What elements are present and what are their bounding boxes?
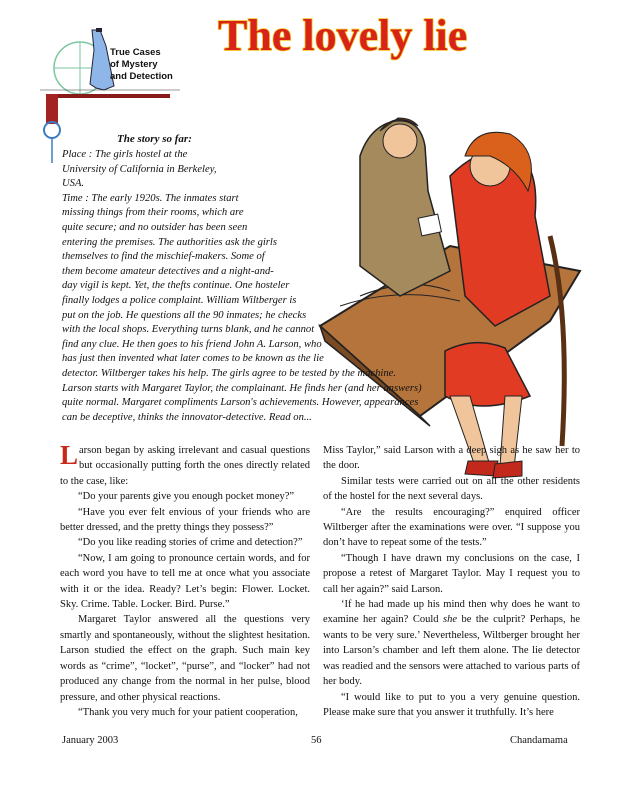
synopsis-line: put on the job. He questions all the 90 inmates; he checks bbox=[62, 309, 307, 321]
synopsis-line: USA. bbox=[62, 178, 85, 190]
synopsis-line: can be deceptive, thinks the innovator-detective. Read on... bbox=[62, 411, 312, 423]
synopsis-line: Larson starts with Margaret Taylor, the complainant. He finds her (and her answers) bbox=[62, 382, 422, 394]
paragraph: Margaret Taylor answered all the questions very smartly and spontaneously, without the slightest hesitation. Larson studied the effect on the graph. Such main key words as “crime”, “locket”, “purse”, and “locker” had not produced any change from the normal in her pulse, blood pressure, and other physical reactions. bbox=[60, 614, 310, 703]
column-right bbox=[323, 443, 580, 720]
paragraph: “Now, I am going to pronounce certain words, and for each word you have to tell me at once what you associate with it or the idea. Ready? Let’s begin: Flower. Locket. Sky. Crime. Table. Locker. Bird. Purse.” bbox=[60, 552, 310, 611]
synopsis-line: them become amateur detectives and a night-and- bbox=[62, 265, 274, 277]
synopsis-line: find any clue. He then goes to his friend John A. Larson, who bbox=[62, 338, 322, 350]
emphasis: she bbox=[442, 614, 457, 626]
synopsis-line: themselves to find the mischief-makers. Some of bbox=[62, 251, 265, 263]
synopsis-line: missing things from their rooms, which are bbox=[62, 207, 244, 219]
synopsis-line: entering the premises. The authorities ask the girls bbox=[62, 236, 277, 248]
paragraph: arson began by asking irrelevant and casual questions but occasionally putting forth the ones directly related to the case, like: bbox=[60, 445, 310, 487]
paragraph: “Have you ever felt envious of your friends who are better dressed, and the pretty things they possess?” bbox=[60, 506, 310, 534]
text-run: be the culprit? Perhaps, he wants to be very sure.’ Nevertheless, Wiltberger brought her into Larson’s chamber and left them alone. The lie detector was readied and the sensors were attached to various parts of her body. bbox=[323, 614, 580, 688]
synopsis-line: Place : The girls hostel at the bbox=[62, 149, 188, 160]
synopsis-line: quite normal. Margaret compliments Larson's achievements. However, appearances bbox=[62, 397, 419, 409]
text-run: ‘If he had made up his mind then why does he want to examine her again? Could bbox=[323, 599, 580, 626]
synopsis-line: quite secure; and no outsider has been seen bbox=[62, 222, 248, 233]
synopsis-line: has just then invented what later comes to be known as the lie bbox=[62, 353, 324, 365]
paragraph: “Do your parents give you enough pocket money?” bbox=[78, 491, 295, 503]
paragraph: “Though I have drawn my conclusions on the case, I propose a retest of Margaret Taylor. May I request you to call her again?” said Larson. bbox=[323, 552, 580, 595]
paragraph: “I would like to put to you a very genuine question. Please make sure that you answer it truthfully. It’s here bbox=[323, 691, 580, 718]
magazine-name: Chandamama bbox=[510, 735, 568, 746]
paragraph: “Thank you very much for your patient cooperation, bbox=[78, 706, 298, 718]
series-label bbox=[110, 47, 200, 83]
synopsis-line: Time : The early 1920s. The inmates start bbox=[62, 192, 239, 204]
drop-cap: L bbox=[60, 440, 79, 470]
synopsis-line: with the local shops. Everything turns blank, and he cannot bbox=[62, 324, 315, 336]
paragraph: “Are the results encouraging?” enquired officer Wiltberger after the examinations were over. “I suppose you don’t have to repeat some of the tests.” bbox=[323, 506, 580, 549]
paragraph: “Do you like reading stories of crime and detection?” bbox=[78, 537, 303, 549]
footer-date: January 2003 bbox=[62, 735, 119, 746]
story-title-text: The lovely lie bbox=[218, 11, 468, 60]
series-line-3: and Detection bbox=[110, 71, 173, 82]
paragraph: Miss Taylor,” said Larson with a deep sigh as he saw her to the door. bbox=[323, 445, 580, 472]
illustration bbox=[300, 96, 590, 488]
synopsis-heading: The story so far: bbox=[117, 133, 192, 145]
synopsis-line: University of California in Berkeley, bbox=[62, 163, 217, 175]
synopsis-line: day vigil is kept. Yet, the thefts continue. One hosteler bbox=[62, 280, 290, 292]
series-line-2: of Mystery bbox=[110, 59, 158, 70]
paragraph bbox=[323, 597, 580, 689]
synopsis-line: detector. Wiltberger takes his help. The girls agree to be tested by the machine. bbox=[62, 368, 397, 379]
page-number: 56 bbox=[311, 735, 322, 746]
paragraph: Similar tests were carried out on all the other residents of the hostel for the next several days. bbox=[323, 475, 580, 503]
column-left bbox=[60, 440, 310, 720]
synopsis-line: finally lodges a police complaint. William Wiltberger is bbox=[62, 295, 297, 306]
series-line-1: True Cases bbox=[110, 47, 161, 58]
